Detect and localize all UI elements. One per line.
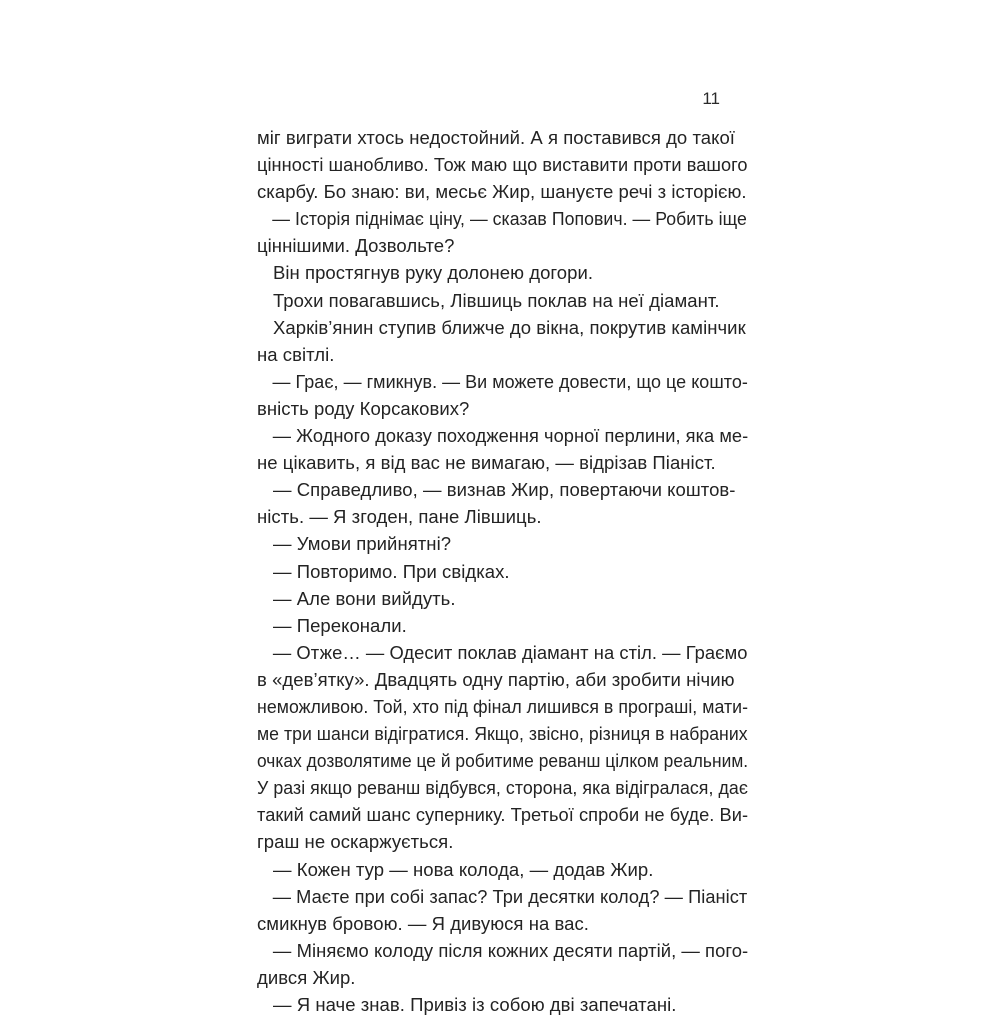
text-line: — Історія піднімає ціну, — сказав Попович. — Робить іще: [272, 208, 747, 230]
text-line: скарбу. Бо знаю: ви, месьє Жир, шануєте речі з історією.: [257, 181, 747, 203]
text-line: — Жодного доказу походження чорної перлини, яка ме-: [272, 425, 749, 447]
text-line: цінності шанобливо. Тож маю що виставити проти вашого: [257, 154, 748, 176]
text-line: — Кожен тур — нова колода, — додав Жир.: [273, 858, 654, 880]
text-line: на світлі.: [257, 343, 335, 365]
text-line: — Умови прийнятні?: [273, 533, 452, 555]
text-line: не цікавить, я від вас не вимагаю, — відрізав Піаніст.: [257, 452, 716, 474]
text-line: — Повторимо. При свідках.: [273, 560, 510, 582]
text-line: ність. — Я згоден, пане Лівшиць.: [257, 506, 542, 528]
text-line: — Міняємо колоду після кожних десяти партій, — пого-: [272, 939, 749, 961]
text-line: — Маєте при собі запас? Три десятки колод? — Піаніст: [272, 885, 748, 907]
text-line: в «дев’ятку». Двадцять одну партію, аби зробити нічию: [257, 668, 735, 690]
text-line: міг виграти хтось недостойний. А я поставився до такої: [257, 127, 735, 148]
text-line: — Я наче знав. Привіз із собою дві запечатані.: [273, 994, 677, 1015]
text-line: У разі якщо реванш відбувся, сторона, яка відігралася, дає: [257, 777, 748, 799]
text-line: неможливою. Той, хто під фінал лишився в програші, мати-: [257, 695, 749, 717]
text-line: ме три шанси відігратися. Якщо, звісно, різниця в набраних: [257, 723, 748, 745]
body-text: [257, 124, 748, 1018]
text-line: — Переконали.: [273, 614, 407, 636]
page-number: 11: [702, 89, 720, 108]
text-line: Трохи повагавшись, Лівшиць поклав на неї діамант.: [273, 289, 720, 311]
text-line: очках дозволятиме це й робитиме реванш цілком реальним.: [257, 750, 749, 772]
text-line: — Грає, — гмикнув. — Ви можете довести, що це кошто-: [272, 370, 748, 392]
text-line: дився Жир.: [257, 966, 356, 988]
text-line: Харків’янин ступив ближче до вікна, покрутив камінчик: [273, 316, 746, 338]
text-line: вність роду Корсакових?: [257, 397, 470, 419]
text-line: граш не оскаржується.: [257, 831, 454, 853]
text-line: такий самий шанс супернику. Третьої спроби не буде. Ви-: [257, 804, 749, 826]
text-line: Він простягнув руку долонею догори.: [273, 262, 594, 284]
text-line: — Отже… — Одесит поклав діамант на стіл. — Граємо: [272, 641, 748, 663]
text-line: ціннішими. Дозвольте?: [257, 235, 455, 257]
text-line: смикнув бровою. — Я дивуюся на вас.: [257, 912, 589, 934]
text-line: — Але вони вийдуть.: [273, 587, 456, 609]
text-line: — Справедливо, — визнав Жир, повертаючи коштов-: [273, 479, 736, 501]
